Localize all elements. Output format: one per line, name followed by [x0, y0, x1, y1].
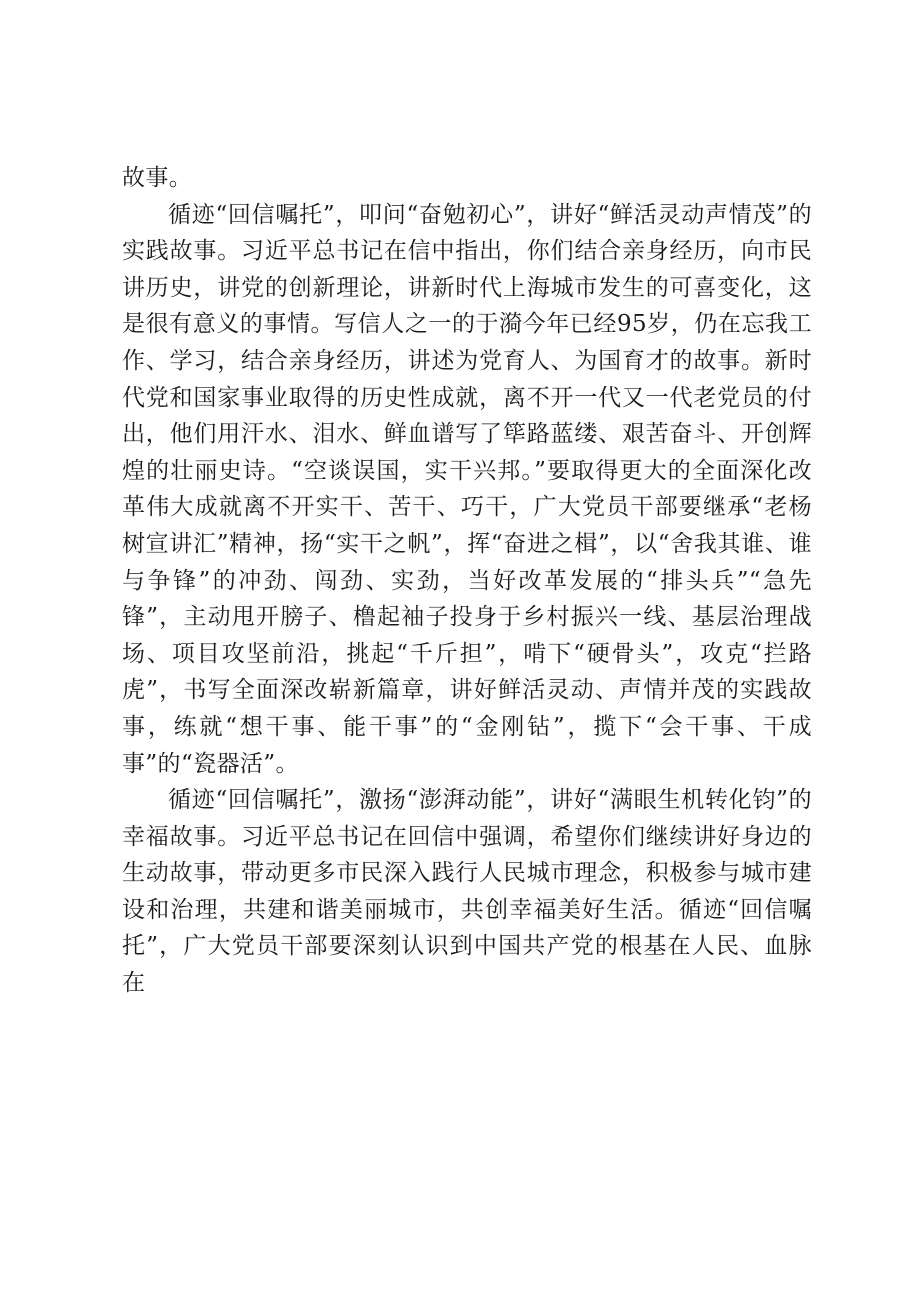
body-text [122, 160, 812, 1002]
paragraph-practice-story: 循迹“回信嘱托”，叩问“奋勉初心”，讲好“鲜活灵动声情茂”的实践故事。习近平总书记在信中指出，你们结合亲身经历，向市民讲历史，讲党的创新理论，讲新时代上海城市发生的可喜变化，这是很有意义的事情。写信人之一的于漪今年已经95岁，仍在忘我工作、学习，结合亲身经历，讲述为党育人、为国育才的故事。新时代党和国家事业取得的历史性成就，离不开一代又一代老党员的付出，他们用汗水、泪水、鲜血谱写了筚路蓝缕、艰苦奋斗、开创辉煌的壮丽史诗。“空谈误国，实干兴邦。”要取得更大的全面深化改革伟大成就离不开实干、苦干、巧干，广大党员干部要继承“老杨树宣讲汇”精神，扬“实干之帆”，挥“奋进之楫”，以“舍我其谁、谁与争锋”的冲劲、闯劲、实劲，当好改革发展的“排头兵”“急先锋”，主动甩开膀子、橹起袖子投身于乡村振兴一线、基层治理战场、项目攻坚前沿，挑起“千斤担”，啃下“硬骨头”，攻克“拦路虎”，书写全面深改崭新篇章，讲好鲜活灵动、声情并茂的实践故事，练就“想干事、能干事”的“金刚钻”，揽下“会干事、干成事”的“瓷器活”。 [122, 201, 812, 777]
paragraph-happiness-story: 循迹“回信嘱托”，激扬“澎湃动能”，讲好“满眼生机转化钧”的幸福故事。习近平总书记在回信中强调，希望你们继续讲好身边的生动故事，带动更多市民深入践行人民城市理念，积极参与城市建设和治理，共建和谐美丽城市，共创幸福美好生活。循迹“回信嘱托”，广大党员干部要深刻认识到中国共产党的根基在人民、血脉在 [122, 787, 812, 997]
paragraph-continuation: 故事。 [122, 165, 193, 191]
